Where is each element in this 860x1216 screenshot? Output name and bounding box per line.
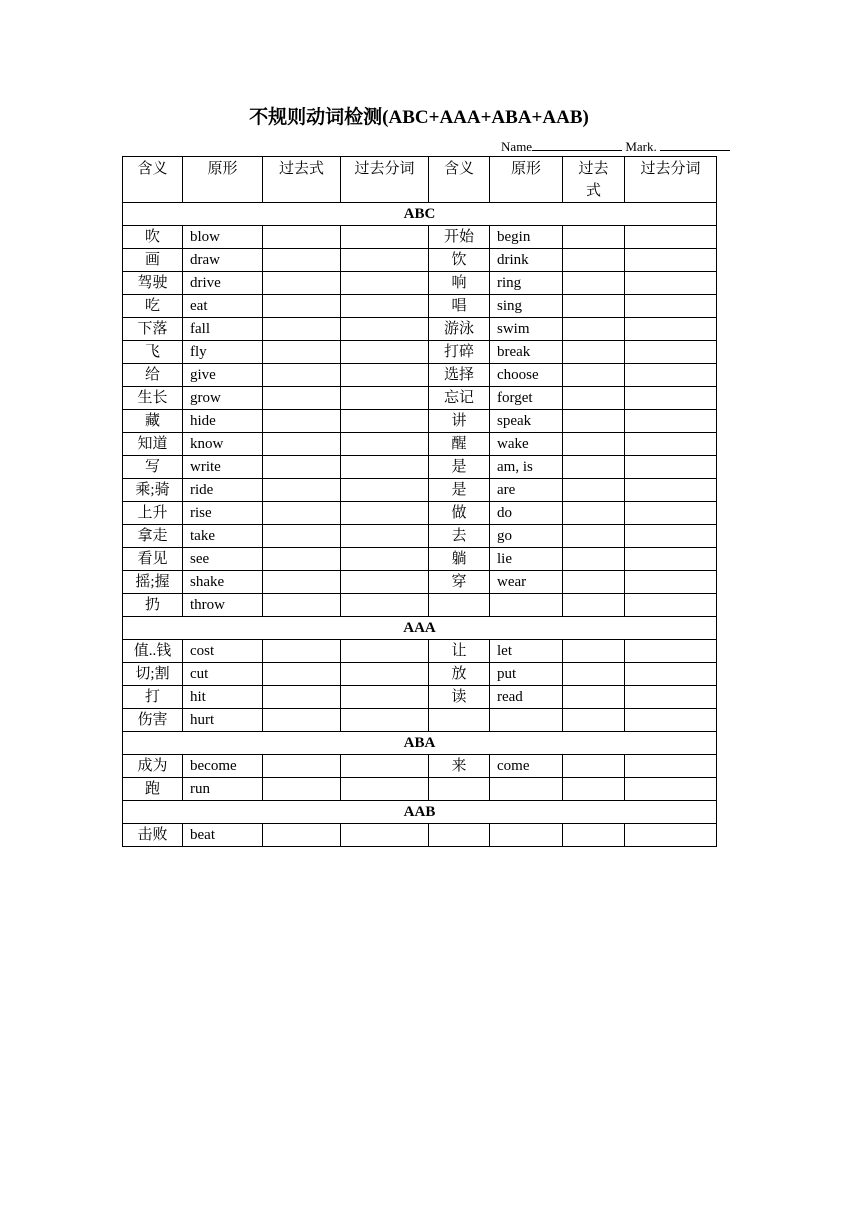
header-base-form: 原形 [183, 157, 263, 203]
meaning-cell: 乘;骑 [123, 479, 183, 502]
meaning-cell: 生长 [123, 387, 183, 410]
past-tense-answer-cell[interactable] [263, 755, 341, 778]
section-label: ABA [123, 732, 717, 755]
past-tense-answer-cell[interactable] [563, 295, 625, 318]
past-tense-answer-cell[interactable] [563, 502, 625, 525]
meaning-cell: 跑 [123, 778, 183, 801]
past-participle-answer-cell[interactable] [625, 433, 717, 456]
table-row [123, 686, 717, 709]
meaning-cell: 上升 [123, 502, 183, 525]
table-row [123, 295, 717, 318]
past-participle-answer-cell[interactable] [341, 824, 429, 847]
name-mark-line [422, 138, 730, 155]
section-label: AAA [123, 617, 717, 640]
section-label: AAB [123, 801, 717, 824]
past-participle-answer-cell[interactable] [625, 341, 717, 364]
past-tense-answer-cell[interactable] [263, 824, 341, 847]
base-form-cell: are [490, 479, 563, 502]
meaning-cell [429, 709, 490, 732]
past-tense-answer-cell[interactable] [263, 387, 341, 410]
past-participle-answer-cell[interactable] [341, 686, 429, 709]
table-row [123, 387, 717, 410]
past-participle-answer-cell[interactable] [341, 594, 429, 617]
mark-label: Mark. [625, 139, 657, 154]
past-participle-answer-cell[interactable] [341, 778, 429, 801]
header-past-participle: 过去分词 [341, 157, 429, 203]
past-participle-answer-cell[interactable] [625, 410, 717, 433]
past-participle-answer-cell[interactable] [341, 663, 429, 686]
meaning-cell: 吃 [123, 295, 183, 318]
base-form-cell: shake [183, 571, 263, 594]
base-form-cell: become [183, 755, 263, 778]
meaning-cell: 拿走 [123, 525, 183, 548]
table-row [123, 249, 717, 272]
past-tense-answer-cell[interactable] [263, 525, 341, 548]
past-tense-answer-cell[interactable] [563, 755, 625, 778]
meaning-cell: 醒 [429, 433, 490, 456]
past-participle-answer-cell[interactable] [625, 824, 717, 847]
past-participle-answer-cell[interactable] [625, 318, 717, 341]
past-tense-answer-cell[interactable] [563, 433, 625, 456]
meaning-cell: 写 [123, 456, 183, 479]
meaning-cell [429, 594, 490, 617]
base-form-cell: go [490, 525, 563, 548]
table-row [123, 571, 717, 594]
past-tense-answer-cell[interactable] [563, 663, 625, 686]
meaning-cell: 打 [123, 686, 183, 709]
base-form-cell: grow [183, 387, 263, 410]
past-participle-answer-cell[interactable] [625, 226, 717, 249]
header-past-participle: 过去分词 [625, 157, 717, 203]
base-form-cell: wear [490, 571, 563, 594]
past-participle-answer-cell[interactable] [625, 594, 717, 617]
past-tense-answer-cell[interactable] [563, 249, 625, 272]
past-tense-answer-cell[interactable] [563, 318, 625, 341]
verb-table-body [123, 157, 717, 847]
table-row [123, 456, 717, 479]
meaning-cell: 是 [429, 456, 490, 479]
table-row [123, 778, 717, 801]
table-row [123, 709, 717, 732]
past-tense-answer-cell[interactable] [263, 640, 341, 663]
past-tense-answer-cell[interactable] [563, 778, 625, 801]
past-tense-answer-cell[interactable] [263, 663, 341, 686]
past-tense-answer-cell[interactable] [263, 272, 341, 295]
meaning-cell: 看见 [123, 548, 183, 571]
base-form-cell: eat [183, 295, 263, 318]
past-tense-answer-cell[interactable] [563, 709, 625, 732]
meaning-cell: 响 [429, 272, 490, 295]
base-form-cell [490, 778, 563, 801]
past-participle-answer-cell[interactable] [625, 755, 717, 778]
base-form-cell: run [183, 778, 263, 801]
past-participle-answer-cell[interactable] [341, 709, 429, 732]
base-form-cell: come [490, 755, 563, 778]
meaning-cell: 飞 [123, 341, 183, 364]
past-participle-answer-cell[interactable] [341, 640, 429, 663]
meaning-cell: 是 [429, 479, 490, 502]
past-tense-answer-cell[interactable] [563, 456, 625, 479]
past-tense-answer-cell[interactable] [563, 571, 625, 594]
past-tense-answer-cell[interactable] [563, 594, 625, 617]
header-past-tense: 过去式 [263, 157, 341, 203]
base-form-cell: ring [490, 272, 563, 295]
table-row [123, 824, 717, 847]
past-tense-answer-cell[interactable] [263, 364, 341, 387]
base-form-cell: do [490, 502, 563, 525]
page-title: 不规则动词检测(ABC+AAA+ABA+AAB) [249, 107, 589, 128]
past-tense-answer-cell[interactable] [263, 778, 341, 801]
table-row [123, 364, 717, 387]
meaning-cell: 躺 [429, 548, 490, 571]
base-form-cell: take [183, 525, 263, 548]
meaning-cell: 画 [123, 249, 183, 272]
meaning-cell: 让 [429, 640, 490, 663]
past-participle-answer-cell[interactable] [341, 295, 429, 318]
meaning-cell: 驾驶 [123, 272, 183, 295]
meaning-cell: 伤害 [123, 709, 183, 732]
base-form-cell: drink [490, 249, 563, 272]
past-participle-answer-cell[interactable] [341, 226, 429, 249]
past-participle-answer-cell[interactable] [625, 249, 717, 272]
base-form-cell: drive [183, 272, 263, 295]
past-participle-answer-cell[interactable] [625, 456, 717, 479]
past-participle-answer-cell[interactable] [341, 272, 429, 295]
meaning-cell: 摇;握 [123, 571, 183, 594]
base-form-cell: wake [490, 433, 563, 456]
past-tense-answer-cell[interactable] [263, 571, 341, 594]
base-form-cell: put [490, 663, 563, 686]
base-form-cell: lie [490, 548, 563, 571]
table-row [123, 525, 717, 548]
past-tense-answer-cell[interactable] [263, 709, 341, 732]
table-row [123, 640, 717, 663]
past-participle-answer-cell[interactable] [341, 502, 429, 525]
meaning-cell: 忘记 [429, 387, 490, 410]
past-tense-answer-cell[interactable] [263, 295, 341, 318]
meaning-cell [429, 778, 490, 801]
past-tense-answer-cell[interactable] [563, 410, 625, 433]
meaning-cell: 游泳 [429, 318, 490, 341]
table-row [123, 341, 717, 364]
header-meaning: 含义 [429, 157, 490, 203]
past-tense-answer-cell[interactable] [563, 525, 625, 548]
past-tense-answer-cell[interactable] [563, 479, 625, 502]
table-row [123, 272, 717, 295]
past-participle-answer-cell[interactable] [625, 663, 717, 686]
base-form-cell: blow [183, 226, 263, 249]
past-participle-answer-cell[interactable] [625, 686, 717, 709]
past-participle-answer-cell[interactable] [341, 433, 429, 456]
meaning-cell: 下落 [123, 318, 183, 341]
table-row [123, 663, 717, 686]
meaning-cell: 开始 [429, 226, 490, 249]
base-form-cell: rise [183, 502, 263, 525]
meaning-cell: 吹 [123, 226, 183, 249]
base-form-cell: speak [490, 410, 563, 433]
section-row [123, 617, 717, 640]
base-form-cell: break [490, 341, 563, 364]
base-form-cell: throw [183, 594, 263, 617]
section-row [123, 801, 717, 824]
past-participle-answer-cell[interactable] [341, 318, 429, 341]
past-participle-answer-cell[interactable] [625, 502, 717, 525]
past-participle-answer-cell[interactable] [625, 295, 717, 318]
meaning-cell: 做 [429, 502, 490, 525]
base-form-cell: begin [490, 226, 563, 249]
past-tense-answer-cell[interactable] [263, 341, 341, 364]
past-tense-answer-cell[interactable] [263, 410, 341, 433]
base-form-cell: hurt [183, 709, 263, 732]
past-tense-answer-cell[interactable] [263, 548, 341, 571]
base-form-cell: cost [183, 640, 263, 663]
base-form-cell: fly [183, 341, 263, 364]
base-form-cell [490, 594, 563, 617]
name-label: Name [501, 139, 533, 154]
past-participle-answer-cell[interactable] [341, 548, 429, 571]
table-row [123, 548, 717, 571]
mark-blank[interactable] [660, 138, 730, 151]
header-row [123, 157, 717, 203]
base-form-cell: hit [183, 686, 263, 709]
past-participle-answer-cell[interactable] [341, 755, 429, 778]
past-tense-answer-cell[interactable] [263, 594, 341, 617]
meaning-cell: 值..钱 [123, 640, 183, 663]
past-participle-answer-cell[interactable] [625, 525, 717, 548]
meaning-cell: 扔 [123, 594, 183, 617]
past-tense-answer-cell[interactable] [263, 433, 341, 456]
base-form-cell: fall [183, 318, 263, 341]
meaning-cell: 给 [123, 364, 183, 387]
past-tense-answer-cell[interactable] [263, 226, 341, 249]
past-tense-answer-cell[interactable] [563, 824, 625, 847]
meaning-cell: 穿 [429, 571, 490, 594]
meaning-cell: 放 [429, 663, 490, 686]
past-participle-answer-cell[interactable] [625, 778, 717, 801]
past-participle-answer-cell[interactable] [625, 709, 717, 732]
past-participle-answer-cell[interactable] [625, 548, 717, 571]
past-participle-answer-cell[interactable] [341, 249, 429, 272]
past-tense-answer-cell[interactable] [263, 456, 341, 479]
meaning-cell: 切;割 [123, 663, 183, 686]
base-form-cell: give [183, 364, 263, 387]
base-form-cell: choose [490, 364, 563, 387]
meaning-cell: 藏 [123, 410, 183, 433]
meaning-cell: 读 [429, 686, 490, 709]
base-form-cell: draw [183, 249, 263, 272]
table-row [123, 479, 717, 502]
name-blank[interactable] [532, 138, 622, 151]
past-participle-answer-cell[interactable] [341, 479, 429, 502]
past-tense-answer-cell[interactable] [563, 548, 625, 571]
past-participle-answer-cell[interactable] [341, 456, 429, 479]
past-tense-answer-cell[interactable] [563, 341, 625, 364]
base-form-cell: sing [490, 295, 563, 318]
table-row [123, 226, 717, 249]
meaning-cell: 知道 [123, 433, 183, 456]
past-participle-answer-cell[interactable] [341, 387, 429, 410]
meaning-cell: 来 [429, 755, 490, 778]
base-form-cell: beat [183, 824, 263, 847]
past-tense-answer-cell[interactable] [263, 502, 341, 525]
past-tense-answer-cell[interactable] [263, 686, 341, 709]
past-participle-answer-cell[interactable] [625, 272, 717, 295]
verb-table [122, 156, 717, 847]
base-form-cell: let [490, 640, 563, 663]
past-tense-answer-cell[interactable] [263, 249, 341, 272]
base-form-cell [490, 709, 563, 732]
past-participle-answer-cell[interactable] [341, 364, 429, 387]
base-form-cell [490, 824, 563, 847]
past-participle-answer-cell[interactable] [341, 341, 429, 364]
meaning-cell: 选择 [429, 364, 490, 387]
table-row [123, 594, 717, 617]
past-tense-answer-cell[interactable] [563, 640, 625, 663]
past-tense-answer-cell[interactable] [563, 364, 625, 387]
section-label: ABC [123, 203, 717, 226]
meaning-cell: 讲 [429, 410, 490, 433]
past-tense-answer-cell[interactable] [563, 686, 625, 709]
past-tense-answer-cell[interactable] [563, 272, 625, 295]
past-participle-answer-cell[interactable] [341, 525, 429, 548]
base-form-cell: know [183, 433, 263, 456]
past-participle-answer-cell[interactable] [625, 364, 717, 387]
base-form-cell: forget [490, 387, 563, 410]
past-participle-answer-cell[interactable] [625, 640, 717, 663]
past-participle-answer-cell[interactable] [341, 410, 429, 433]
past-participle-answer-cell[interactable] [625, 479, 717, 502]
past-tense-answer-cell[interactable] [563, 226, 625, 249]
base-form-cell: see [183, 548, 263, 571]
base-form-cell: hide [183, 410, 263, 433]
past-participle-answer-cell[interactable] [625, 387, 717, 410]
meaning-cell [429, 824, 490, 847]
meaning-cell: 成为 [123, 755, 183, 778]
base-form-cell: am, is [490, 456, 563, 479]
meaning-cell: 去 [429, 525, 490, 548]
meaning-cell: 唱 [429, 295, 490, 318]
meaning-cell: 饮 [429, 249, 490, 272]
base-form-cell: swim [490, 318, 563, 341]
base-form-cell: ride [183, 479, 263, 502]
meaning-cell: 打碎 [429, 341, 490, 364]
header-meaning: 含义 [123, 157, 183, 203]
past-participle-answer-cell[interactable] [341, 571, 429, 594]
past-tense-answer-cell[interactable] [263, 318, 341, 341]
table-row [123, 755, 717, 778]
table-row [123, 502, 717, 525]
table-row [123, 410, 717, 433]
past-participle-answer-cell[interactable] [625, 571, 717, 594]
base-form-cell: cut [183, 663, 263, 686]
base-form-cell: read [490, 686, 563, 709]
meaning-cell: 击败 [123, 824, 183, 847]
table-row [123, 318, 717, 341]
header-base-form: 原形 [490, 157, 563, 203]
table-row [123, 433, 717, 456]
section-row [123, 203, 717, 226]
past-tense-answer-cell[interactable] [563, 387, 625, 410]
base-form-cell: write [183, 456, 263, 479]
past-tense-answer-cell[interactable] [263, 479, 341, 502]
header-past-tense: 过去式 [563, 157, 625, 203]
section-row [123, 732, 717, 755]
